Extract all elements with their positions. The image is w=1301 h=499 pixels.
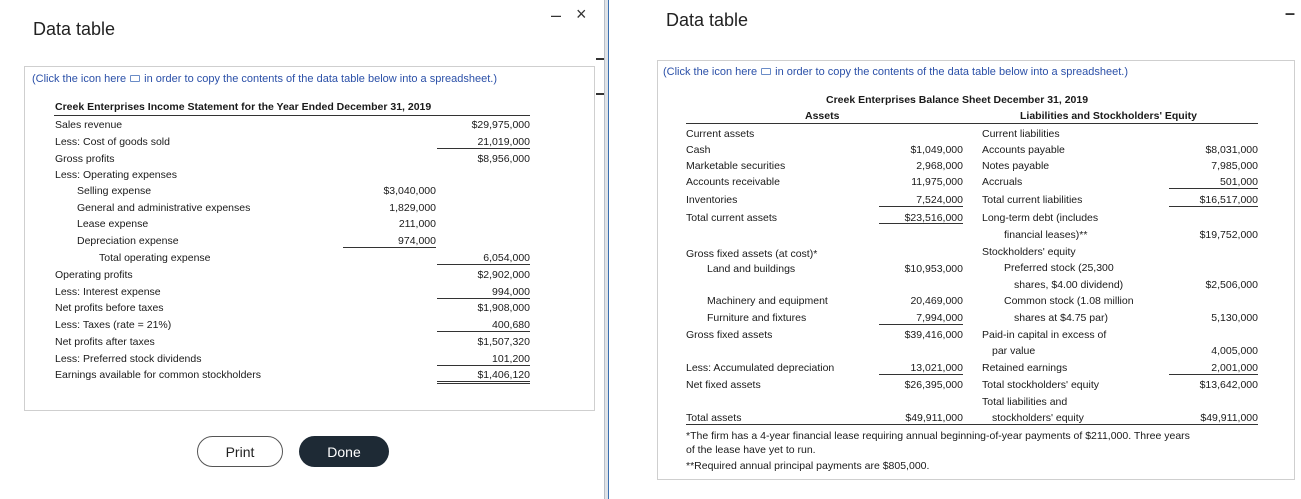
header-rule — [686, 123, 1258, 124]
liability-label: Paid-in capital in excess of — [982, 329, 1107, 341]
liability-label: stockholders' equity — [992, 412, 1084, 424]
table-row-label: Selling expense — [77, 185, 152, 197]
table-row-label: Less: Preferred stock dividends — [55, 353, 202, 365]
liability-label: Accounts payable — [982, 144, 1065, 156]
liability-label: Retained earnings — [982, 362, 1068, 374]
table-row-label: Depreciation expense — [77, 235, 179, 247]
asset-value: 20,469,000 — [910, 295, 963, 307]
liability-value: $13,642,000 — [1199, 379, 1258, 391]
asset-label: Net fixed assets — [686, 379, 761, 391]
table-title: Creek Enterprises Balance Sheet December 31, 2019 — [826, 94, 1089, 106]
liability-value: $19,752,000 — [1199, 229, 1258, 241]
asset-label: Total assets — [686, 412, 742, 424]
liability-value: $16,517,000 — [1169, 194, 1258, 207]
table-cell: $1,507,320 — [477, 336, 530, 348]
footnote: *The firm has a 4-year financial lease requiring annual beginning-of-year payments of $211,000. Three years — [686, 430, 1190, 442]
balance-sheet-dialog — [609, 0, 1301, 499]
assets-header: Assets — [805, 110, 840, 122]
asset-value: 2,968,000 — [916, 160, 963, 172]
table-title: Creek Enterprises Income Statement for the Year Ended December 31, 2019 — [55, 101, 432, 113]
copy-spreadsheet-icon[interactable] — [130, 75, 140, 82]
table-cell: $2,902,000 — [477, 269, 530, 281]
dialog-title: Data table — [33, 19, 116, 39]
liability-label: Preferred stock (25,300 — [1004, 262, 1114, 274]
liability-label: shares at $4.75 par) — [1014, 312, 1108, 324]
asset-value: $26,395,000 — [904, 379, 963, 391]
liability-value: $8,031,000 — [1205, 144, 1258, 156]
table-cell: 994,000 — [437, 286, 530, 299]
asset-value: $10,953,000 — [904, 263, 963, 275]
liability-label: Total current liabilities — [982, 194, 1083, 206]
asset-label: Accounts receivable — [686, 176, 780, 188]
liability-value: 7,985,000 — [1211, 160, 1258, 172]
asset-value: $1,049,000 — [910, 144, 963, 156]
liability-label: financial leases)** — [1004, 229, 1088, 241]
table-row-label: Less: Cost of goods sold — [55, 136, 170, 148]
table-cell: $1,406,120 — [437, 369, 530, 384]
liability-label: Common stock (1.08 million — [1004, 295, 1134, 307]
copy-instruction: (Click the icon here in order to copy the contents of the data table below into a spreadsheet.) — [663, 66, 1128, 78]
asset-label: Less: Accumulated depreciation — [686, 362, 835, 374]
asset-value: 7,994,000 — [879, 312, 963, 325]
liability-value: $2,506,000 — [1205, 279, 1258, 291]
table-cell: 101,200 — [437, 353, 530, 366]
liability-label: Current liabilities — [982, 128, 1060, 140]
asset-label: Current assets — [686, 128, 755, 140]
bottom-rule — [686, 424, 1258, 425]
liability-label: Total stockholders' equity — [982, 379, 1099, 391]
table-cell: $3,040,000 — [383, 185, 436, 197]
asset-value: $49,911,000 — [905, 412, 963, 424]
copy-spreadsheet-icon[interactable] — [761, 68, 771, 75]
minimize-icon[interactable]: – — [1285, 3, 1296, 23]
liability-label: Total liabilities and — [982, 396, 1068, 408]
print-button[interactable]: Print — [197, 436, 283, 467]
asset-value: $39,416,000 — [904, 329, 963, 341]
footnote: of the lease have yet to run. — [686, 444, 816, 456]
table-row-label: Less: Operating expenses — [55, 169, 177, 181]
table-cell: 1,829,000 — [389, 202, 436, 214]
table-row-label: Net profits after taxes — [55, 336, 155, 348]
minimize-icon[interactable]: – — [551, 5, 562, 25]
table-cell: 400,680 — [437, 319, 530, 332]
liability-label: Accruals — [982, 176, 1023, 188]
asset-value: 11,975,000 — [911, 176, 963, 188]
asset-value: 7,524,000 — [879, 194, 963, 207]
income-statement-dialog — [0, 0, 606, 499]
asset-label: Inventories — [686, 194, 738, 206]
title-rule — [54, 115, 530, 116]
table-cell: $29,975,000 — [471, 119, 530, 131]
dialog-title: Data table — [666, 10, 749, 30]
liability-label: par value — [992, 345, 1036, 357]
liability-value: $49,911,000 — [1200, 412, 1258, 424]
liability-label: Stockholders' equity — [982, 246, 1076, 258]
table-cell: 21,019,000 — [437, 136, 530, 149]
table-row-label: Total operating expense — [99, 252, 211, 264]
liabilities-header: Liabilities and Stockholders' Equity — [1020, 110, 1197, 122]
table-row-label: Operating profits — [55, 269, 133, 281]
asset-label: Total current assets — [686, 212, 778, 224]
liability-label: Notes payable — [982, 160, 1050, 172]
asset-label: Gross fixed assets — [686, 329, 773, 341]
asset-label: Land and buildings — [707, 263, 796, 275]
table-cell: $8,956,000 — [477, 153, 530, 165]
done-button[interactable]: Done — [299, 436, 389, 467]
table-row-label: Gross profits — [55, 153, 115, 165]
table-cell: 211,000 — [398, 218, 436, 230]
table-row-label: General and administrative expenses — [77, 202, 251, 214]
liability-label: shares, $4.00 dividend) — [1014, 279, 1124, 291]
asset-label: Gross fixed assets (at cost)* — [686, 248, 818, 260]
asset-label: Furniture and fixtures — [707, 312, 807, 324]
table-row-label: Sales revenue — [55, 119, 123, 131]
liability-value: 5,130,000 — [1211, 312, 1258, 324]
asset-value: 13,021,000 — [879, 362, 963, 375]
table-row-label: Net profits before taxes — [55, 302, 164, 314]
table-row-label: Less: Taxes (rate = 21%) — [55, 319, 172, 331]
total-rule — [879, 223, 963, 224]
liability-value: 2,001,000 — [1169, 362, 1258, 375]
close-icon[interactable]: × — [576, 4, 587, 24]
edge-tick — [596, 93, 604, 95]
table-cell: $1,908,000 — [477, 302, 530, 314]
table-row-label: Earnings available for common stockholders — [55, 369, 262, 381]
table-cell: 6,054,000 — [437, 252, 530, 265]
liability-value: 501,000 — [1169, 176, 1258, 189]
liability-label: Long-term debt (includes — [982, 212, 1099, 224]
asset-value: $23,516,000 — [904, 212, 963, 224]
table-cell: 974,000 — [343, 235, 436, 248]
asset-label: Machinery and equipment — [707, 295, 828, 307]
asset-label: Cash — [686, 144, 711, 156]
liability-value: 4,005,000 — [1211, 345, 1258, 357]
table-row-label: Less: Interest expense — [55, 286, 161, 298]
asset-label: Marketable securities — [686, 160, 786, 172]
table-row-label: Lease expense — [77, 218, 149, 230]
edge-tick — [596, 58, 604, 60]
copy-instruction: (Click the icon here in order to copy the contents of the data table below into a spreadsheet.) — [32, 73, 497, 85]
footnote: **Required annual principal payments are $805,000. — [686, 460, 930, 472]
